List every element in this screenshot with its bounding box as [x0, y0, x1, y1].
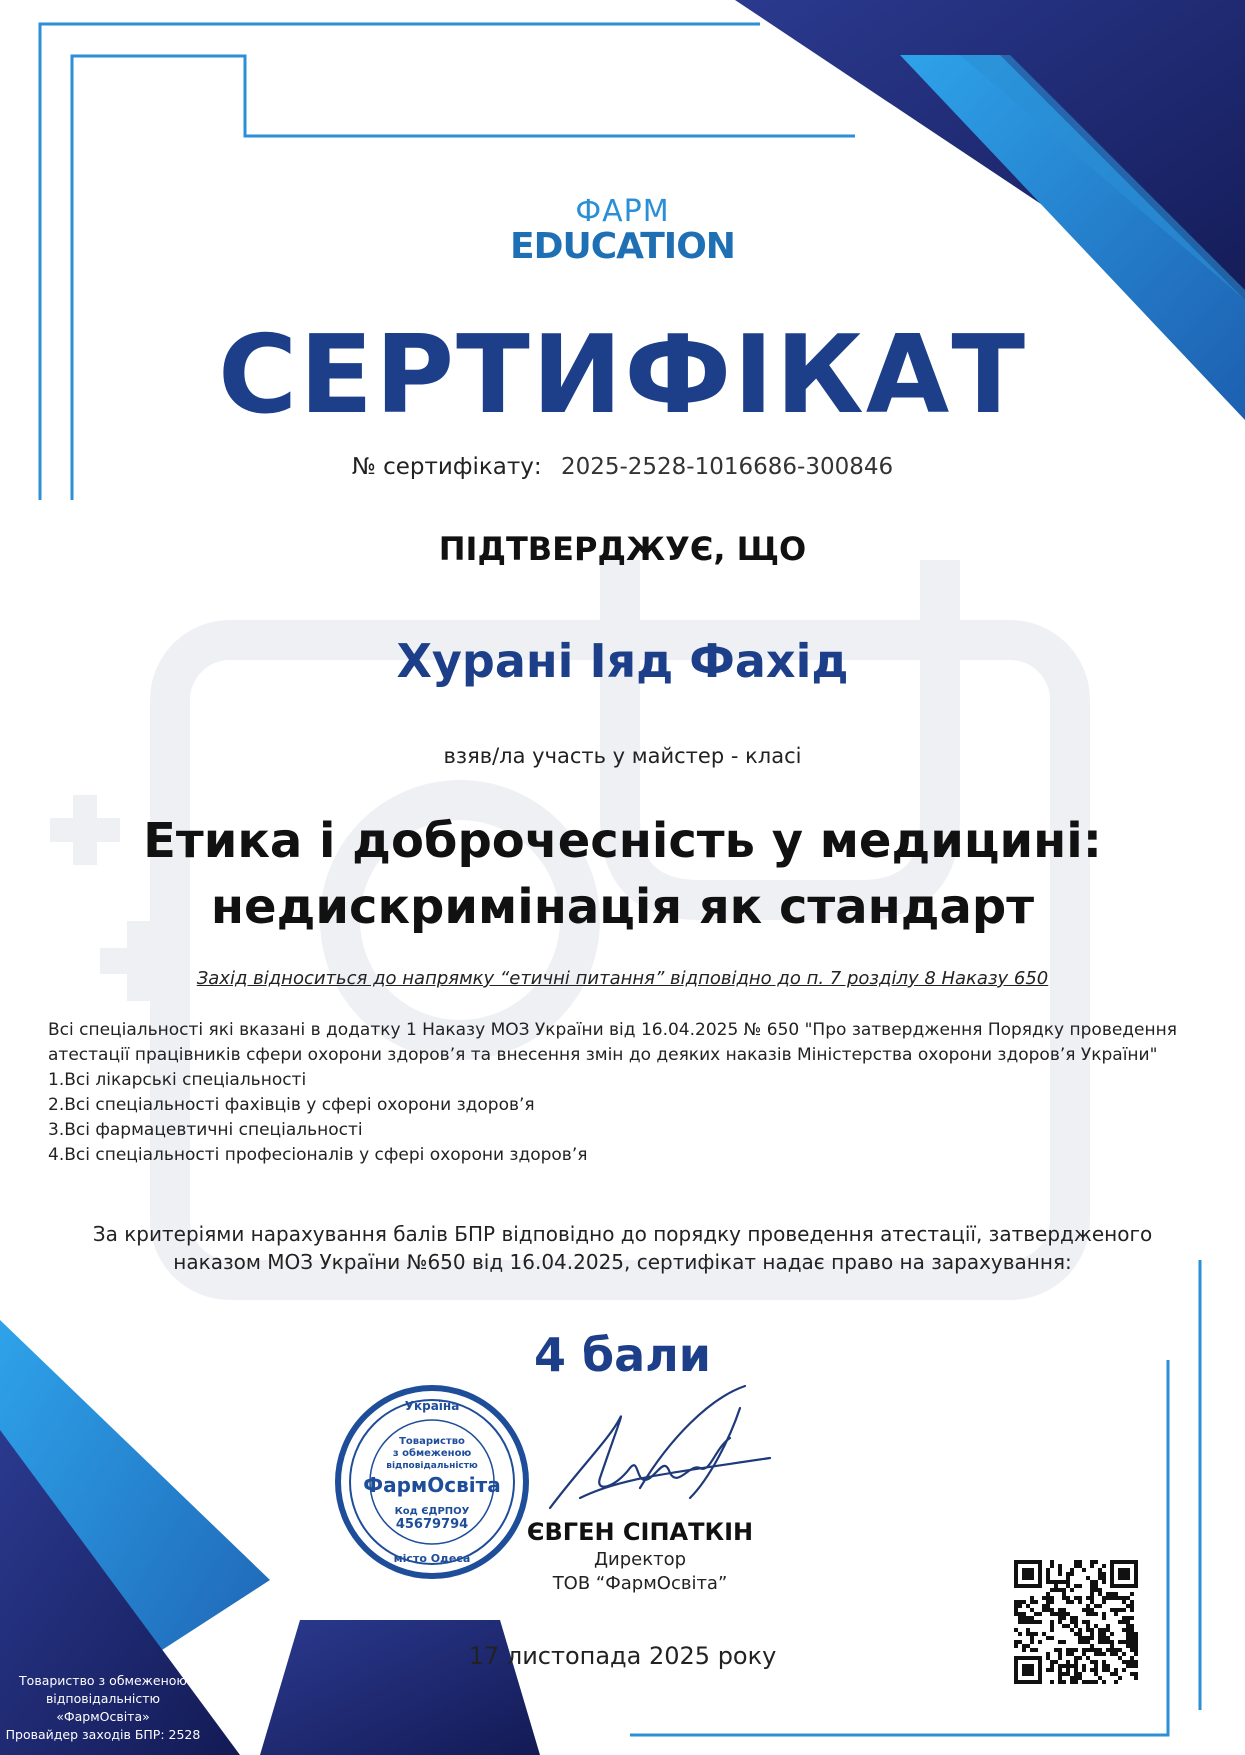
provider-line2: відповідальністю: [45, 1691, 161, 1706]
stamp-org3: відповідальністю: [386, 1461, 478, 1471]
specialties-intro-line2: атестації працівників сфери охорони здоров’я та внесення змін до деяких наказів Міністерства охорони здоров’я України": [48, 1045, 1158, 1065]
stamp-org1: Товариство: [399, 1436, 465, 1447]
stamp-code: 45679794: [395, 1517, 469, 1532]
criteria-text: [60, 1220, 1185, 1276]
course-title-line1: Етика і доброчесність у медицині:: [143, 813, 1102, 869]
signatory-role: [520, 1548, 760, 1596]
stamp-org2: з обмеженою: [392, 1448, 472, 1459]
provider-info: [4, 1672, 202, 1744]
issue-date: 17 листопада 2025 року: [468, 1642, 777, 1670]
course-title-line2: недискримінація як стандарт: [210, 879, 1035, 935]
logo-line1: ФАРМ: [575, 194, 670, 229]
logo-line2: EDUCATION: [510, 226, 735, 267]
specialty-item: 4.Всі спеціальності професіоналів у сфері охорони здоров’я: [48, 1145, 588, 1165]
company-stamp: [332, 1382, 532, 1582]
certificate-title: СЕРТИФІКАТ: [217, 313, 1028, 438]
criteria-line1: За критеріями нарахування балів БПР відповідно до порядку проведення атестації, затвердженого: [92, 1222, 1153, 1246]
stamp-city: місто Одеса: [393, 1552, 471, 1565]
brand-logo: [0, 196, 1245, 266]
stamp-brand: ФармОсвіта: [363, 1473, 501, 1497]
certificate-number-label: № сертифікату:: [351, 454, 542, 480]
course-title: [40, 808, 1205, 940]
confirms-heading: ПІДТВЕРДЖУЄ, ЩО: [438, 530, 807, 568]
stamp-code-label: Код ЄДРПОУ: [394, 1506, 470, 1517]
provider-line3: «ФармОсвіта»: [56, 1709, 150, 1724]
participation-text: взяв/ла участь у майстер - класі: [443, 744, 802, 768]
director-signature: [540, 1378, 780, 1528]
provider-line4: Провайдер заходів БПР: 2528: [5, 1727, 201, 1742]
specialties-list: [48, 1018, 1208, 1168]
signatory-company: ТОВ “ФармОсвіта”: [552, 1573, 728, 1594]
direction-note: Захід відноситься до напрямку “етичні питання” відповідно до п. 7 розділу 8 Наказу 650: [196, 968, 1049, 989]
specialty-item: 1.Всі лікарські спеціальності: [48, 1070, 307, 1090]
specialty-item: 3.Всі фармацевтичні спеціальності: [48, 1120, 363, 1140]
provider-line1: Товариство з обмеженою: [19, 1673, 187, 1688]
specialty-item: 2.Всі спеціальності фахівців у сфері охорони здоров’я: [48, 1095, 535, 1115]
specialties-intro-line1: Всі спеціальності які вказані в додатку 1 Наказу МОЗ України від 16.04.2025 № 650 "Про затвердження Порядку проведення: [48, 1020, 1177, 1040]
stamp-top: Україна: [404, 1399, 460, 1413]
signatory-name: ЄВГЕН СІПАТКІН: [526, 1518, 754, 1546]
recipient-name: Хурані Іяд Фахід: [396, 634, 849, 688]
certificate-number: 2025-2528-1016686-300846: [560, 454, 894, 480]
criteria-line2: наказом МОЗ України №650 від 16.04.2025, сертифікат надає право на зарахування:: [173, 1250, 1072, 1274]
signatory-position: Директор: [593, 1549, 687, 1570]
points-awarded: 4 бали: [533, 1328, 712, 1382]
certificate-number-row: [0, 454, 1245, 480]
